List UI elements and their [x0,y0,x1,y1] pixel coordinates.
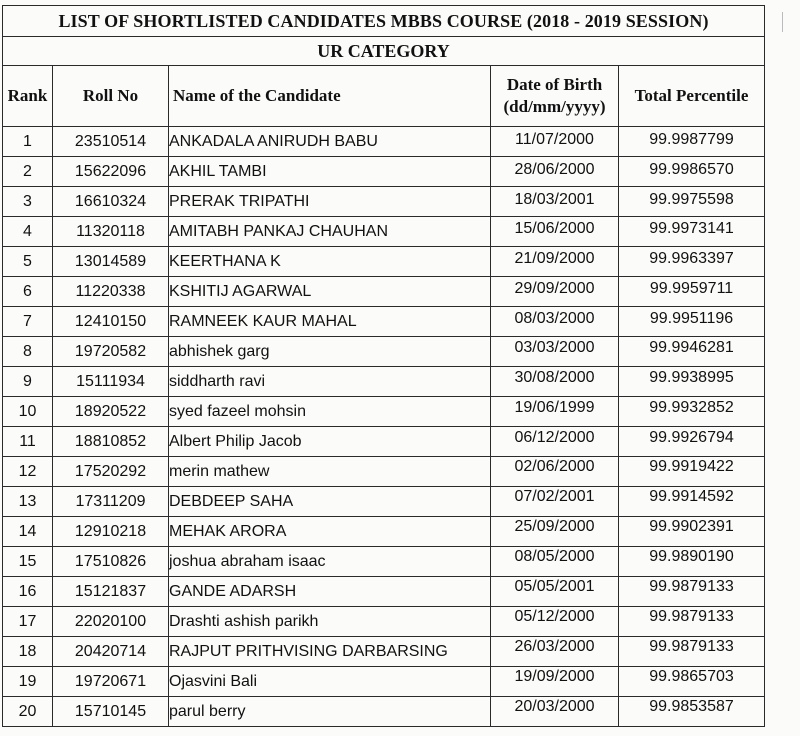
cell-roll-no: 11320118 [53,217,169,247]
col-header-percentile: Total Percentile [619,66,765,127]
cell-rank: 1 [3,127,53,157]
cell-candidate-name: syed fazeel mohsin [169,397,491,427]
cell-roll-no: 17520292 [53,457,169,487]
table-row [3,187,765,217]
cell-date-of-birth: 20/03/2000 [491,697,619,727]
table-row [3,637,765,667]
cell-rank: 9 [3,367,53,397]
cell-candidate-name: KEERTHANA K [169,247,491,277]
cell-roll-no: 13014589 [53,247,169,277]
cell-total-percentile: 99.9973141 [619,217,765,247]
cell-total-percentile: 99.9932852 [619,397,765,427]
cell-roll-no: 23510514 [53,127,169,157]
cell-total-percentile: 99.9902391 [619,517,765,547]
cell-candidate-name: DEBDEEP SAHA [169,487,491,517]
cell-total-percentile: 99.9890190 [619,547,765,577]
cell-roll-no: 19720671 [53,667,169,697]
cell-date-of-birth: 05/12/2000 [491,607,619,637]
cell-roll-no: 17311209 [53,487,169,517]
cell-total-percentile: 99.9879133 [619,607,765,637]
cell-roll-no: 12910218 [53,517,169,547]
col-header-dob [491,66,619,127]
category-heading: UR CATEGORY [3,37,765,66]
cell-rank: 8 [3,337,53,367]
cell-date-of-birth: 19/09/2000 [491,667,619,697]
cell-rank: 13 [3,487,53,517]
cell-candidate-name: siddharth ravi [169,367,491,397]
cell-date-of-birth: 02/06/2000 [491,457,619,487]
cell-roll-no: 18920522 [53,397,169,427]
table-row [3,517,765,547]
table-row [3,157,765,187]
cell-date-of-birth: 19/06/1999 [491,397,619,427]
scan-edge-mark [782,12,783,32]
table-row [3,547,765,577]
cell-rank: 6 [3,277,53,307]
col-header-roll-no: Roll No [53,66,169,127]
col-header-dob-line2: (dd/mm/yyyy) [503,97,606,116]
cell-date-of-birth: 25/09/2000 [491,517,619,547]
cell-date-of-birth: 30/08/2000 [491,367,619,397]
shortlist-table [2,5,765,727]
table-row [3,577,765,607]
cell-candidate-name: Ojasvini Bali [169,667,491,697]
cell-total-percentile: 99.9946281 [619,337,765,367]
cell-total-percentile: 99.9975598 [619,187,765,217]
cell-total-percentile: 99.9853587 [619,697,765,727]
cell-date-of-birth: 29/09/2000 [491,277,619,307]
table-row [3,667,765,697]
table-row [3,427,765,457]
cell-rank: 19 [3,667,53,697]
cell-candidate-name: merin mathew [169,457,491,487]
cell-roll-no: 18810852 [53,427,169,457]
cell-total-percentile: 99.9986570 [619,157,765,187]
table-row [3,247,765,277]
cell-total-percentile: 99.9879133 [619,577,765,607]
cell-date-of-birth: 11/07/2000 [491,127,619,157]
cell-rank: 11 [3,427,53,457]
table-row [3,367,765,397]
cell-rank: 16 [3,577,53,607]
cell-roll-no: 20420714 [53,637,169,667]
cell-candidate-name: AMITABH PANKAJ CHAUHAN [169,217,491,247]
cell-date-of-birth: 28/06/2000 [491,157,619,187]
table-row [3,697,765,727]
cell-total-percentile: 99.9959711 [619,277,765,307]
cell-total-percentile: 99.9938995 [619,367,765,397]
cell-candidate-name: RAJPUT PRITHVISING DARBARSING [169,637,491,667]
cell-date-of-birth: 21/09/2000 [491,247,619,277]
cell-roll-no: 17510826 [53,547,169,577]
cell-roll-no: 16610324 [53,187,169,217]
cell-date-of-birth: 26/03/2000 [491,637,619,667]
cell-total-percentile: 99.9914592 [619,487,765,517]
cell-roll-no: 15111934 [53,367,169,397]
cell-roll-no: 15710145 [53,697,169,727]
cell-total-percentile: 99.9926794 [619,427,765,457]
cell-candidate-name: RAMNEEK KAUR MAHAL [169,307,491,337]
cell-roll-no: 11220338 [53,277,169,307]
table-row [3,337,765,367]
cell-rank: 15 [3,547,53,577]
cell-date-of-birth: 05/05/2001 [491,577,619,607]
cell-date-of-birth: 06/12/2000 [491,427,619,457]
cell-candidate-name: PRERAK TRIPATHI [169,187,491,217]
cell-total-percentile: 99.9919422 [619,457,765,487]
cell-candidate-name: Drashti ashish parikh [169,607,491,637]
cell-candidate-name: ANKADALA ANIRUDH BABU [169,127,491,157]
cell-candidate-name: Albert Philip Jacob [169,427,491,457]
cell-rank: 14 [3,517,53,547]
cell-roll-no: 12410150 [53,307,169,337]
cell-roll-no: 15622096 [53,157,169,187]
cell-roll-no: 15121837 [53,577,169,607]
cell-date-of-birth: 15/06/2000 [491,217,619,247]
cell-rank: 17 [3,607,53,637]
col-header-dob-line1: Date of Birth [506,75,603,94]
table-row [3,127,765,157]
cell-candidate-name: MEHAK ARORA [169,517,491,547]
cell-candidate-name: joshua abraham isaac [169,547,491,577]
cell-total-percentile: 99.9963397 [619,247,765,277]
cell-rank: 2 [3,157,53,187]
table-row [3,457,765,487]
cell-total-percentile: 99.9987799 [619,127,765,157]
cell-total-percentile: 99.9951196 [619,307,765,337]
document-title: LIST OF SHORTLISTED CANDIDATES MBBS COURSE (2018 - 2019 SESSION) [3,6,765,37]
cell-rank: 18 [3,637,53,667]
cell-date-of-birth: 07/02/2001 [491,487,619,517]
cell-candidate-name: GANDE ADARSH [169,577,491,607]
column-header-row [3,66,765,127]
cell-date-of-birth: 18/03/2001 [491,187,619,217]
cell-candidate-name: KSHITIJ AGARWAL [169,277,491,307]
cell-rank: 3 [3,187,53,217]
cell-rank: 10 [3,397,53,427]
cell-candidate-name: abhishek garg [169,337,491,367]
cell-roll-no: 19720582 [53,337,169,367]
cell-candidate-name: parul berry [169,697,491,727]
table-row [3,217,765,247]
cell-candidate-name: AKHIL TAMBI [169,157,491,187]
table-row [3,487,765,517]
cell-total-percentile: 99.9865703 [619,667,765,697]
cell-date-of-birth: 08/03/2000 [491,307,619,337]
cell-roll-no: 22020100 [53,607,169,637]
cell-rank: 7 [3,307,53,337]
table-row [3,607,765,637]
cell-rank: 4 [3,217,53,247]
col-header-rank: Rank [3,66,53,127]
col-header-name: Name of the Candidate [169,66,491,127]
cell-rank: 20 [3,697,53,727]
cell-rank: 5 [3,247,53,277]
cell-date-of-birth: 03/03/2000 [491,337,619,367]
table-row [3,307,765,337]
table-row [3,277,765,307]
cell-date-of-birth: 08/05/2000 [491,547,619,577]
cell-total-percentile: 99.9879133 [619,637,765,667]
table-row [3,397,765,427]
cell-rank: 12 [3,457,53,487]
